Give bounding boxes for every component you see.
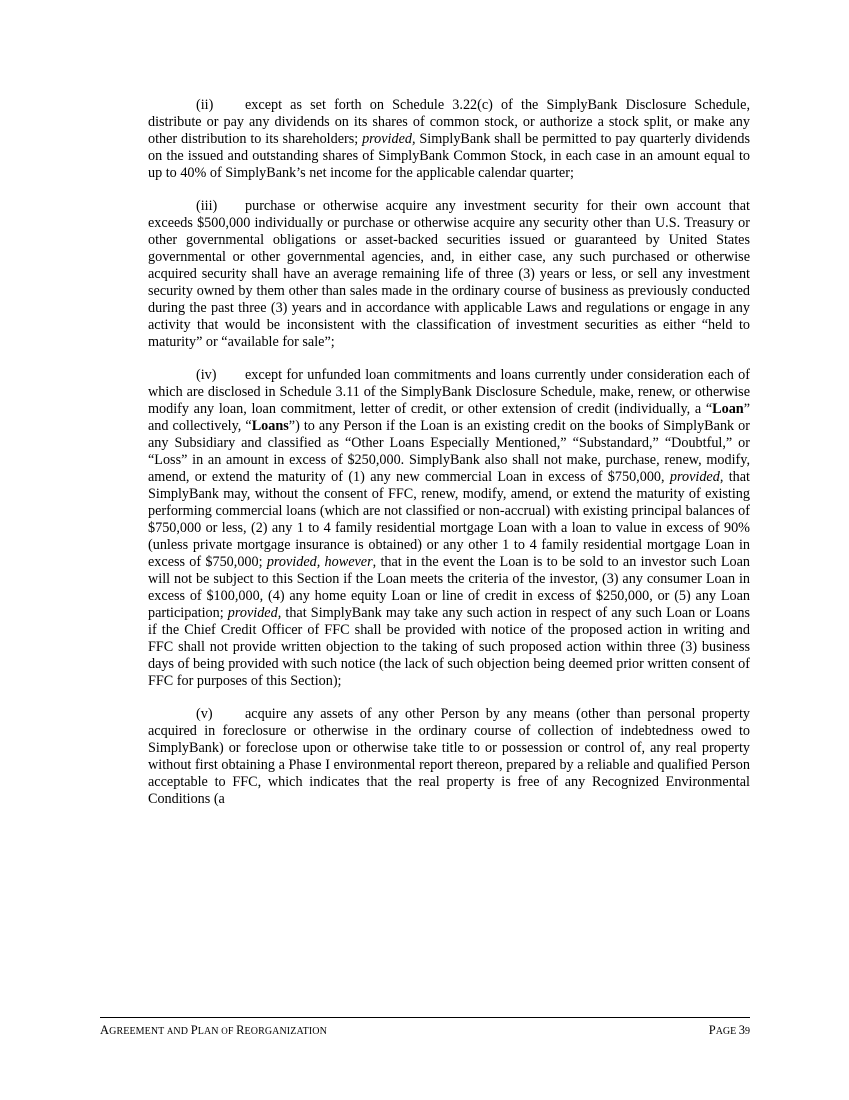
paragraph-text: , that in the event the Loan is to be sold to an investor such Loan will not be subject to this Section if the Loan meets the criteria of the investor, (3) any consumer Loan in excess of $100,000, (4) any home equity Loan or line of credit in excess of $250,000, or (5) any Loan participation; [148,554,750,621]
emphasis-text: provided, however [266,554,373,570]
emphasis-text: provided [669,469,720,485]
paragraph-text: , that SimplyBank may, without the consent of FFC, renew, modify, amend, or extend the maturity of existing performing commercial loans (which are not classified or non-accrual) with existing principal balances of $750,000 or less, (2) any 1 to 4 family residential mortgage Loan with a loan to value in excess of 90% (unless private mortgage insurance is obtained) or any other 1 to 4 family residential mortgage Loan in excess of $750,000; [148,469,750,570]
defined-term: Loan [712,401,744,417]
document-body [148,97,750,808]
paragraph-text: except for unfunded loan commitments and loans currently under consideration each of which are disclosed in Schedule 3.11 of the SimplyBank Disclosure Schedule, make, renew, or otherwise modify any loan, loan commitment, letter of credit, or other extension of credit (individually, a “ [148,367,750,417]
emphasis-text: provided, [362,131,416,147]
paragraph-text: purchase or otherwise acquire any investment security for their own account that exceeds $500,000 individually or purchase or otherwise acquire any security other than U.S. Treasury or other governmental obligations or asset-backed securities issued or guaranteed by United States governmental or other governmental agencies, and, in either case, any such purchased or otherwise acquired security shall have an average remaining life of three (3) years or less, or sell any investment security owned by them other than sales made in the ordinary course of business as previously conducted during the past three (3) years and in accordance with applicable Laws and regulations or engage in any activity that would be inconsistent with the classification of investment securities as either “held to maturity” or “available for sale”; [148,198,750,350]
paragraph-text: ” and collectively, “ [148,401,750,434]
paragraph-number: (ii) [196,97,214,113]
footer-divider [100,1017,750,1018]
paragraph-text: except as set forth on Schedule 3.22(c) of the SimplyBank Disclosure Schedule, distribute or pay any dividends on its shares of common stock, or authorize a stock split, or make any other distribution to its shareholders; [148,97,750,147]
paragraph-text: acquire any assets of any other Person by any means (other than personal property acquired in foreclosure or otherwise in the ordinary course of collection of indebtedness owed to SimplyBank) or foreclose upon or otherwise take title to or possession or control of, any real property without first obtaining a Phase I environmental report thereon, prepared by a reliable and qualified Person acceptable to FFC, which indicates that the real property is free of any Recognized Environmental Conditions (a [148,706,750,807]
footer-page-number: PAGE 39 [708,1023,750,1037]
paragraph [148,367,750,690]
paragraph [148,97,750,182]
paragraph-number: (iv) [196,367,217,383]
paragraph-text: ”) to any Person if the Loan is an existing credit on the books of SimplyBank or any Subsidiary and classified as “Other Loans Especially Mentioned,” “Substandard,” “Doubtful,” or “Loss” in an amount in excess of $250,000. SimplyBank also shall not make, purchase, renew, modify, amend, or extend the maturity of (1) any new commercial Loan in excess of $750,000, [148,418,750,485]
paragraph [148,198,750,351]
emphasis-text: provided [227,605,278,621]
paragraph [148,706,750,808]
paragraph-number: (v) [196,706,213,722]
paragraph-text: , that SimplyBank may take any such action in respect of any such Loan or Loans if the Chief Credit Officer of FFC shall be provided with notice of the proposed action in writing and FFC shall not provide written objection to the taking of such proposed action within three (3) business days of being provided with such notice (the lack of such objection being deemed prior written consent of FFC for purposes of this Section); [148,605,750,689]
paragraph-number: (iii) [196,198,218,214]
defined-term: Loans [251,418,289,434]
footer-document-title: AGREEMENT aND PLAN oF REORGANIZATION [100,1023,327,1037]
paragraph-text: SimplyBank shall be permitted to pay quarterly dividends on the issued and outstanding shares of SimplyBank Common Stock, in each case in an amount equal to up to 40% of SimplyBank’s net income for the applicable calendar quarter; [148,131,750,181]
